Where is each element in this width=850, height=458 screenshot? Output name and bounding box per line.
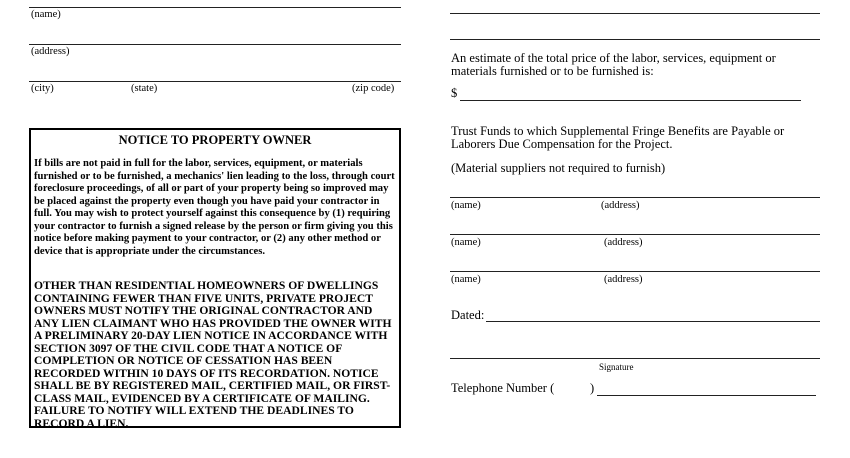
telephone-line[interactable]	[597, 395, 816, 396]
trust-entry-3-address-label: (address)	[604, 274, 643, 285]
dated-line[interactable]	[486, 321, 820, 322]
notice-title: NOTICE TO PROPERTY OWNER	[118, 133, 312, 147]
trust-entry-line-3[interactable]	[450, 271, 820, 272]
trust-entry-2-address-label: (address)	[604, 237, 643, 248]
trust-entry-1-address-label: (address)	[601, 200, 640, 211]
address-label: (address)	[31, 46, 70, 57]
signature-line[interactable]	[450, 358, 820, 359]
trust-entry-1-name-label: (name)	[451, 200, 481, 211]
right-top-line-2[interactable]	[450, 39, 820, 40]
state-label: (state)	[131, 83, 158, 94]
notice-box	[29, 128, 401, 428]
trust-entry-3-name-label: (name)	[451, 274, 481, 285]
estimate-amount-line[interactable]	[460, 100, 801, 101]
trust-entry-line-2[interactable]	[450, 234, 820, 235]
dollar-sign: $	[451, 86, 458, 100]
trust-funds-line-1: Trust Funds to which Supplemental Fringe Benefits are Payable or	[451, 124, 785, 138]
trust-entry-line-1[interactable]	[450, 197, 820, 198]
telephone-label: Telephone Number (	[451, 381, 555, 395]
estimate-text-line-2: materials furnished or to be furnished is:	[451, 64, 654, 78]
name-line[interactable]	[29, 7, 401, 8]
trust-entry-2-name-label: (name)	[451, 237, 481, 248]
address-line[interactable]	[29, 44, 401, 45]
name-label: (name)	[31, 9, 61, 20]
estimate-text-line-1: An estimate of the total price of the labor, services, equipment or	[451, 51, 776, 65]
right-top-line-1[interactable]	[450, 13, 820, 14]
city-label: (city)	[31, 83, 54, 94]
material-suppliers-note: (Material suppliers not required to furnish)	[451, 161, 666, 175]
notice-paragraph-1: If bills are not paid in full for the labor, services, equipment, or materials furnished or to be furnished, a mechanics' lien leading to the loss, through court foreclosure proceedings, of all or part of your property being so improved may be placed against the property even though you have paid your contractor in full. You may wish to protect yourself against this consequence by (1) requiring your contractor to furnish a signed release by the person or firm giving you this notice before making payment to your contractor, or (2) any other method or device that is appropriate under the circumstances.	[34, 158, 395, 257]
city-state-zip-line[interactable]	[29, 81, 401, 82]
trust-funds-line-2: Laborers Due Compensation for the Project.	[451, 137, 673, 151]
dated-label: Dated:	[451, 308, 485, 322]
telephone-close-paren: )	[590, 381, 595, 395]
notice-paragraph-2: OTHER THAN RESIDENTIAL HOMEOWNERS OF DWELLINGS CONTAINING FEWER THAN FIVE UNITS, PRIVATE PROJECT OWNERS MUST NOTIFY THE ORIGINAL CONTRACTOR AND ANY LIEN CLAIMANT WHO HAS PROVIDED THE OWNER WITH A PRELIMINARY 20-DAY LIEN NOTICE IN ACCORDANCE WITH SECTION 3097 OF THE CIVIL CODE THAT A NOTICE OF COMPLETION OR NOTICE OF CESSATION HAS BEEN RECORDED WITHIN 10 DAYS OF ITS RECORDATION. NOTICE SHALL BE BY REGISTERED MAIL, CERTIFIED MAIL, OR FIRST-CLASS MAIL, EVIDENCED BY A CERTIFICATE OF MAILING. FAILURE TO NOTIFY WILL EXTEND THE DEADLINES TO RECORD A LIEN.	[34, 279, 392, 430]
zip-label: (zip code)	[352, 83, 395, 94]
signature-label: Signature	[599, 362, 634, 372]
